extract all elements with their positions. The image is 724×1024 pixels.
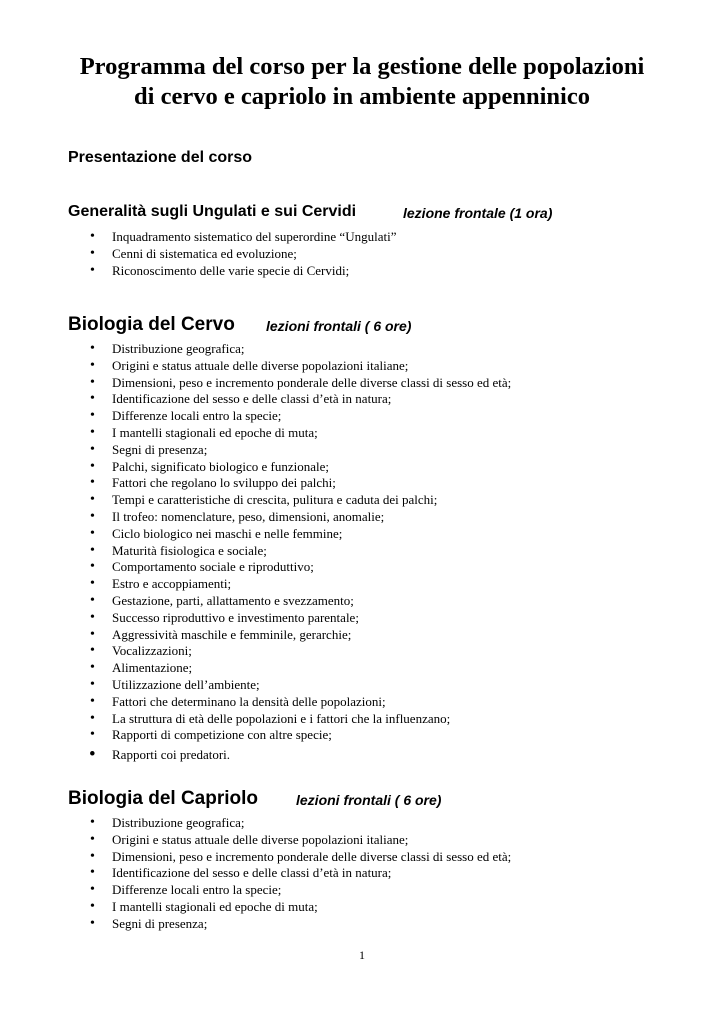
list-item: • Dimensioni, peso e incremento ponderale delle diverse classi di sesso ed età; [88, 849, 511, 866]
list-item: • Rapporti coi predatori. [88, 747, 511, 764]
list-item: • Maturità fisiologica e sociale; [88, 543, 511, 560]
list-item: • Origini e status attuale delle diverse popolazioni italiane; [88, 832, 511, 849]
list-item: • Tempi e caratteristiche di crescita, pulitura e caduta dei palchi; [88, 492, 511, 509]
section-heading-text: Generalità sugli Ungulati e sui Cervidi [68, 203, 357, 220]
section-lesson-note: lezioni frontali ( 6 ore) [296, 791, 442, 808]
section-list-generalita [88, 229, 396, 279]
list-item: • Rapporti di competizione con altre specie; [88, 727, 511, 744]
title-line-2: di cervo e capriolo in ambiente appenninico [134, 83, 590, 110]
list-item: • Identificazione del sesso e delle classi d’età in natura; [88, 865, 511, 882]
list-item: • La struttura di età delle popolazioni e i fattori che la influenzano; [88, 711, 511, 728]
section-heading-text: Biologia del Cervo [68, 314, 235, 335]
list-item: • Ciclo biologico nei maschi e nelle femmine; [88, 526, 511, 543]
list-item: • Estro e accoppiamenti; [88, 576, 511, 593]
list-item: • Palchi, significato biologico e funzionale; [88, 459, 511, 476]
section-heading-cervo [68, 314, 412, 336]
list-item: • I mantelli stagionali ed epoche di muta; [88, 899, 511, 916]
list-item: • Comportamento sociale e riproduttivo; [88, 559, 511, 576]
list-item: • Identificazione del sesso e delle classi d’età in natura; [88, 391, 511, 408]
list-item: • Cenni di sistematica ed evoluzione; [88, 246, 396, 263]
list-item: • Utilizzazione dell’ambiente; [88, 677, 511, 694]
section-list-cervo [88, 341, 511, 764]
list-item: • Vocalizzazioni; [88, 643, 511, 660]
section-lesson-note: lezioni frontali ( 6 ore) [266, 317, 412, 334]
list-item: • I mantelli stagionali ed epoche di muta; [88, 425, 511, 442]
list-item: • Segni di presenza; [88, 916, 511, 933]
list-item: • Differenze locali entro la specie; [88, 882, 511, 899]
title-line-1: Programma del corso per la gestione delle popolazioni [79, 53, 645, 80]
section-heading-generalita [68, 203, 553, 221]
list-item: • Fattori che regolano lo sviluppo dei palchi; [88, 475, 511, 492]
list-item: • Segni di presenza; [88, 442, 511, 459]
page-number: 1 [359, 948, 365, 962]
list-item: • Distribuzione geografica; [88, 341, 511, 358]
list-item: • Riconoscimento delle varie specie di Cervidi; [88, 263, 396, 280]
section-lesson-note: lezione frontale (1 ora) [403, 204, 553, 221]
presentation-heading: Presentazione del corso [68, 149, 253, 166]
list-item: • Fattori che determinano la densità delle popolazioni; [88, 694, 511, 711]
list-item: • Il trofeo: nomenclature, peso, dimensioni, anomalie; [88, 509, 511, 526]
list-item: • Distribuzione geografica; [88, 815, 511, 832]
section-list-capriolo [88, 815, 511, 933]
list-item: • Aggressività maschile e femminile, gerarchie; [88, 627, 511, 644]
list-item: • Successo riproduttivo e investimento parentale; [88, 610, 511, 627]
section-heading-text: Biologia del Capriolo [68, 788, 259, 809]
list-item: • Origini e status attuale delle diverse popolazioni italiane; [88, 358, 511, 375]
list-item: • Alimentazione; [88, 660, 511, 677]
list-item: • Gestazione, parti, allattamento e svezzamento; [88, 593, 511, 610]
section-heading-capriolo [68, 788, 442, 810]
list-item: • Dimensioni, peso e incremento ponderale delle diverse classi di sesso ed età; [88, 375, 511, 392]
list-item: • Differenze locali entro la specie; [88, 408, 511, 425]
list-item: • Inquadramento sistematico del superordine “Ungulati” [88, 229, 396, 246]
document-title [40, 52, 684, 112]
